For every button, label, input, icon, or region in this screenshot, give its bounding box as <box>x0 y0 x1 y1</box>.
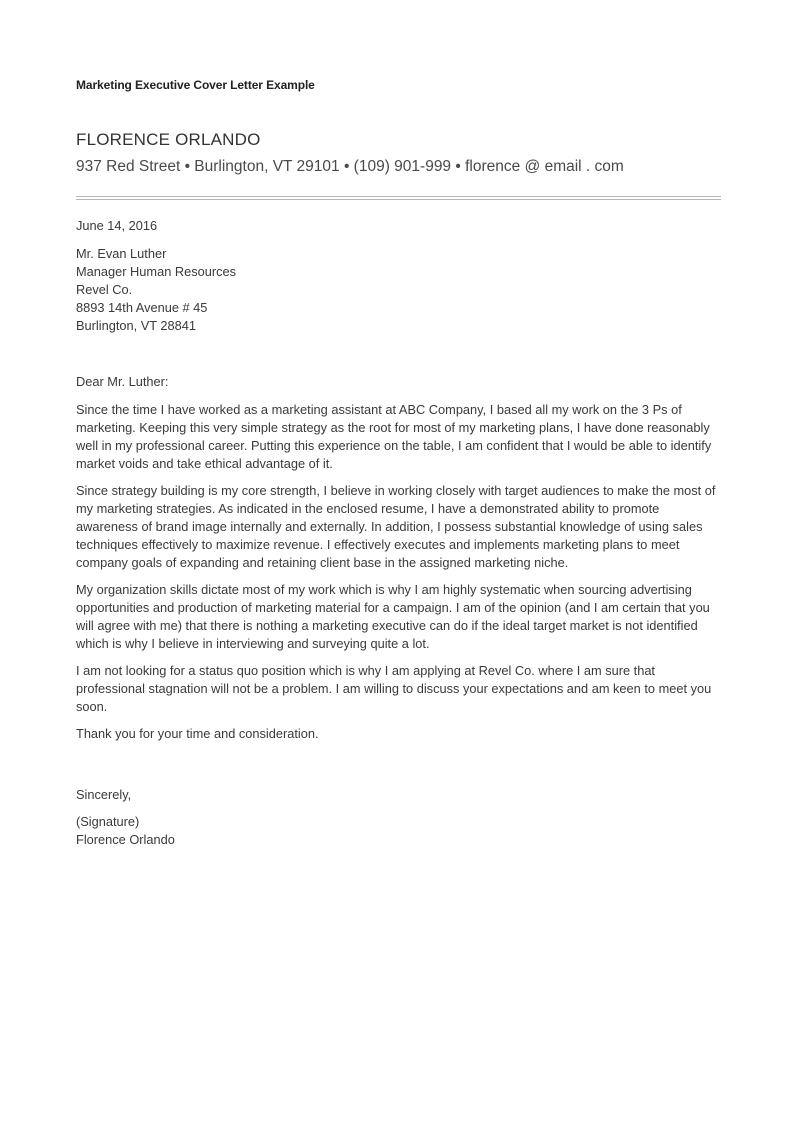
recipient-title: Manager Human Resources <box>76 264 237 279</box>
letter-date: June 14, 2016 <box>76 218 158 233</box>
recipient-company: Revel Co. <box>76 282 133 297</box>
recipient-street: 8893 14th Avenue # 45 <box>76 300 208 315</box>
body-paragraph: Thank you for your time and consideration. <box>76 726 319 741</box>
closing: Sincerely, <box>76 787 132 802</box>
recipient-name: Mr. Evan Luther <box>76 246 167 261</box>
sender-contact-line: 937 Red Street • Burlington, VT 29101 • (109) 901-999 • florence @ email . com <box>76 158 624 175</box>
recipient-address-block <box>76 245 716 335</box>
document-title: Marketing Executive Cover Letter Example <box>76 78 315 92</box>
body-paragraph: My organization skills dictate most of my work which is why I am highly systematic when sourcing advertising opportunities and production of marketing material for a campaign. I am of the opinion (and I am certain that you will agree with me) that there is nothing a marketing executive can do if the ideal target market is not identified which is why I believe in interviewing and surveying quite a lot. <box>76 582 710 651</box>
letter-body <box>76 401 716 743</box>
header-divider-top <box>76 196 721 197</box>
body-paragraph: Since strategy building is my core strength, I believe in working closely with target audiences to make the most of my marketing strategies. As indicated in the enclosed resume, I have a demonstrated ability to promote awareness of brand image internally and externally. In addition, I possess substantial knowledge of using sales techniques effectively to maximize revenue. I effectively executes and implements marketing plans to meet company goals of expanding and retaining client base in the assigned marketing niche. <box>76 483 716 570</box>
header-divider-bottom <box>76 199 721 200</box>
body-paragraph: Since the time I have worked as a marketing assistant at ABC Company, I based all my work on the 3 Ps of marketing. Keeping this very simple strategy as the root for most of my marketing plans, I have done reasonably well in my professional career. Putting this experience on the table, I am confident that I would be able to identify market voids and take ethical advantage of it. <box>76 402 712 471</box>
sender-name: FLORENCE ORLANDO <box>76 130 261 149</box>
recipient-city: Burlington, VT 28841 <box>76 318 196 333</box>
salutation: Dear Mr. Luther: <box>76 374 169 389</box>
signer-name: Florence Orlando <box>76 832 175 847</box>
signature-placeholder: (Signature) <box>76 814 140 829</box>
signature-block <box>76 813 716 849</box>
body-paragraph: I am not looking for a status quo position which is why I am applying at Revel Co. where I am sure that professional stagnation will not be a problem. I am willing to discuss your expectations and am keen to meet you soon. <box>76 663 712 714</box>
